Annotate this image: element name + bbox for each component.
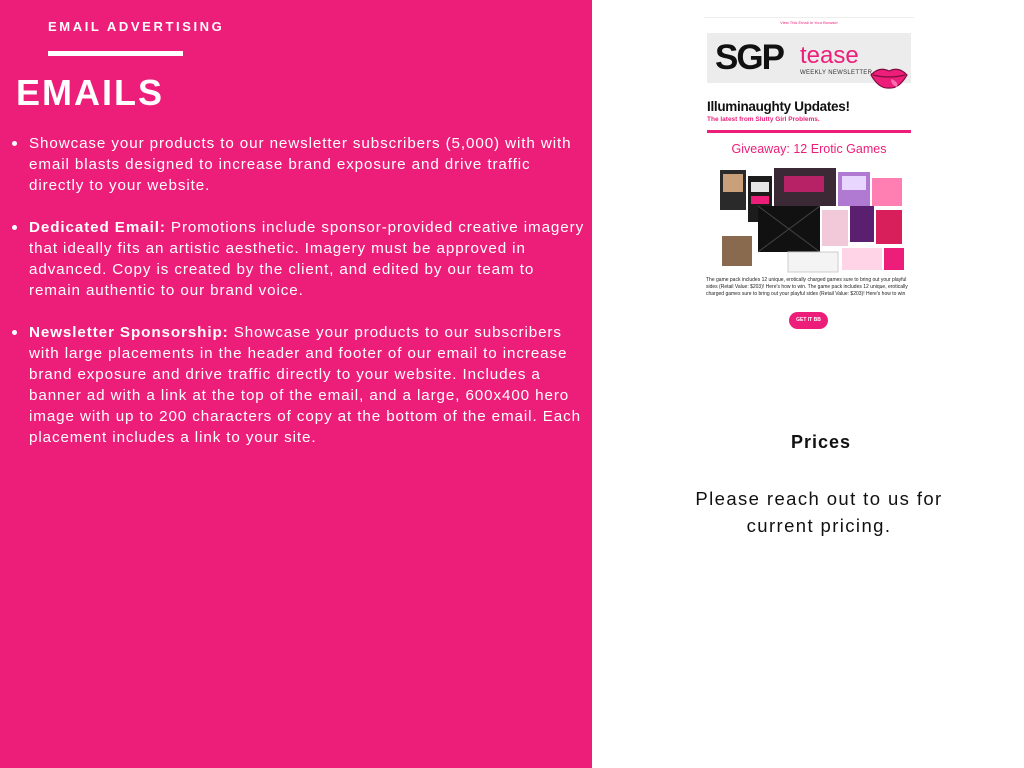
newsletter-body-text: The game pack includes 12 unique, erotically charged games sure to bring out your playful sides (Retail Value: $203)! Here's how to win. The game pack includes 12 unique, erotically charged games sure to bring out your playful sides (Retail Value: $203)! Here's how to win <box>706 277 908 297</box>
feature-list <box>10 133 588 469</box>
newsletter-logo-banner <box>707 33 911 83</box>
prices-heading: Prices <box>790 432 852 452</box>
newsletter-divider <box>707 130 911 133</box>
list-item <box>10 133 588 196</box>
list-item-text: Showcase your products to our subscribers with large placements in the header and footer of our email to increase brand exposure and drive traffic directly to your website. Includes a banner ad with a link at the top of the email, and a large, 600x400 hero image with up to 200 characters of copy at the bottom of the email. Each placement includes a link to your site. <box>29 324 581 446</box>
bullet-icon <box>12 330 17 335</box>
giveaway-title: Giveaway: 12 Erotic Games <box>731 142 887 156</box>
list-item-text: Promotions include sponsor-provided creative imagery that ideally fits an artistic aesthetic. Imagery must be approved in advanced. Copy is created by the client, and edited by our team to remain authentic to our brand voice. <box>29 219 585 299</box>
get-it-button[interactable]: GET IT BB <box>789 312 828 329</box>
list-item-heading: Dedicated Email: <box>29 219 166 236</box>
newsletter-preview <box>704 17 914 336</box>
logo-sgp-text: SGP <box>715 38 783 77</box>
view-in-browser-link[interactable]: View This Email In Your Browser <box>780 20 838 25</box>
list-item <box>10 322 588 448</box>
product-image <box>718 166 910 278</box>
eyebrow-underline <box>48 51 183 56</box>
logo-subtitle: WEEKLY NEWSLETTER <box>800 70 873 76</box>
bullet-icon <box>12 141 17 146</box>
logo-tease: tease <box>800 42 859 69</box>
page-title: EMAILS <box>16 72 165 113</box>
bullet-icon <box>12 225 17 230</box>
newsletter-subhead: The latest from Slutty Girl Problems. <box>707 116 820 123</box>
list-item-heading: Newsletter Sponsorship: <box>29 324 229 341</box>
newsletter-headline: Illuminaughty Updates! <box>707 99 850 114</box>
logo-sgp <box>715 39 783 77</box>
list-item-text: Showcase your products to our newsletter subscribers (5,000) with with email blasts designed to increase brand exposure and drive traffic directly to your website. <box>29 135 572 194</box>
prices-text: Please reach out to us for current pricing. <box>695 488 943 536</box>
section-eyebrow: EMAIL ADVERTISING <box>48 19 225 34</box>
list-item <box>10 217 588 301</box>
lips-icon <box>869 65 909 91</box>
